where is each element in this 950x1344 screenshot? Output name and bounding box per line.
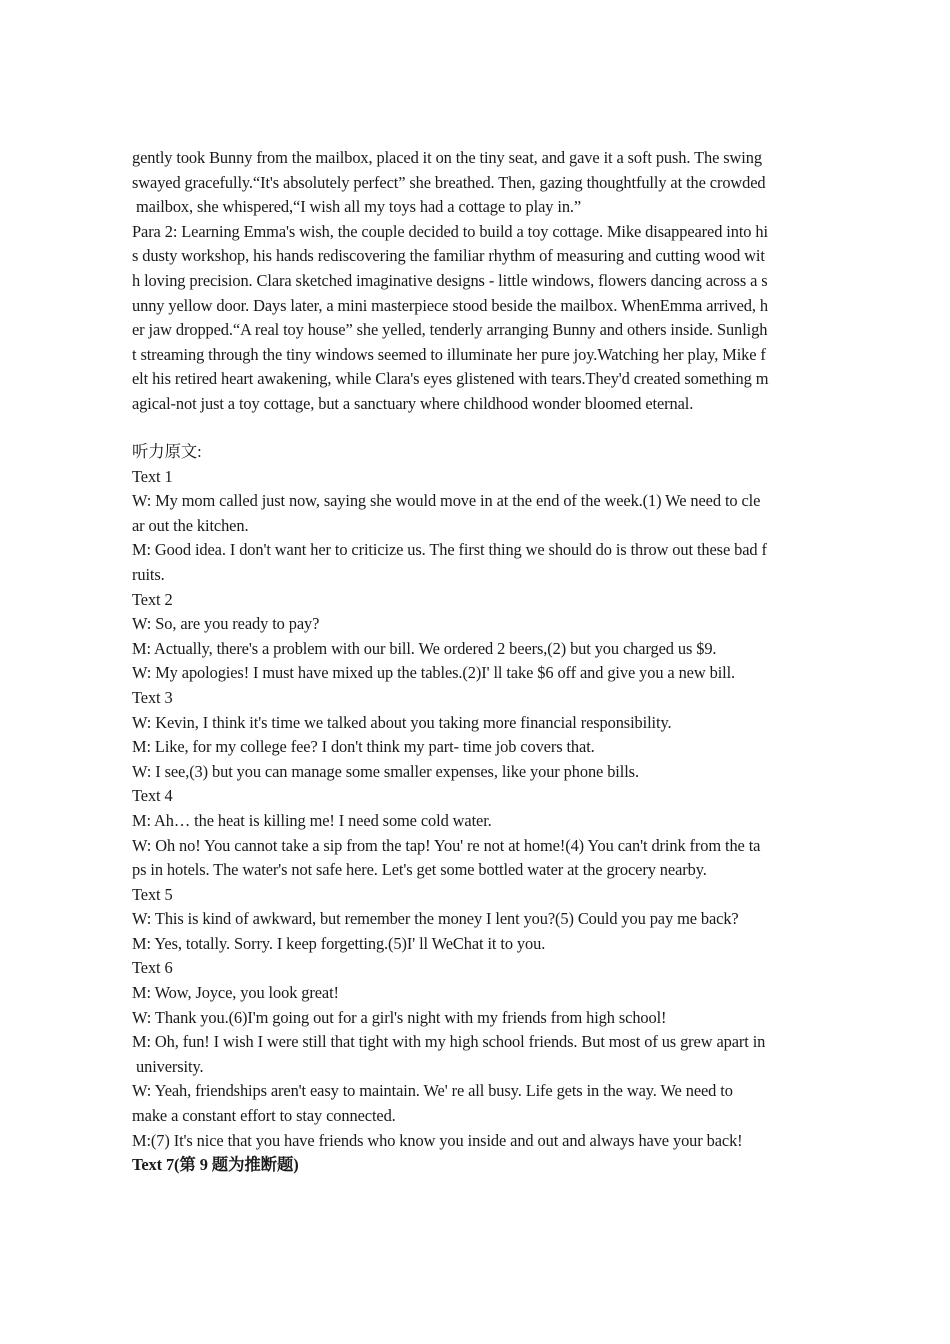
listening-transcript [132, 440, 832, 1178]
dialogue-line: M: Actually, there's a problem with our bill. We ordered 2 beers,(2) but you charged us $9. [132, 638, 717, 658]
story-line: t streaming through the tiny windows seemed to illuminate her pure joy.Watching her play, Mike f [132, 344, 766, 364]
dialogue-line: W: Kevin, I think it's time we talked about you taking more financial responsibility. [132, 712, 672, 732]
text-label: Text 3 [132, 687, 173, 707]
story-line: agical-not just a toy cottage, but a sanctuary where childhood wonder bloomed eternal. [132, 393, 694, 413]
story-passage [132, 146, 832, 417]
dialogue-line: M: Like, for my college fee? I don't think my part- time job covers that. [132, 737, 595, 757]
story-line: elt his retired heart awakening, while Clara's eyes glistened with tears.They'd created something m [132, 369, 769, 389]
dialogue-line: W: So, are you ready to pay? [132, 614, 320, 634]
story-line: gently took Bunny from the mailbox, placed it on the tiny seat, and gave it a soft push. The swing [132, 148, 762, 167]
dialogue-line: make a constant effort to stay connected. [132, 1106, 396, 1126]
dialogue-line: W: My mom called just now, saying she would move in at the end of the week.(1) We need to cle [132, 491, 761, 511]
dialogue-line: M: Ah… the heat is killing me! I need some cold water. [132, 810, 492, 830]
text-label: Text 6 [132, 958, 173, 978]
dialogue-line: W: I see,(3) but you can manage some smaller expenses, like your phone bills. [132, 761, 639, 781]
story-line: unny yellow door. Days later, a mini masterpiece stood beside the mailbox. WhenEmma arrived, h [132, 295, 768, 315]
dialogue-line: W: Oh no! You cannot take a sip from the tap! You' re not at home!(4) You can't drink from the ta [132, 835, 761, 855]
text-label: Text 5 [132, 884, 173, 904]
story-line: Para 2: Learning Emma's wish, the couple decided to build a toy cottage. Mike disappeared into hi [132, 221, 768, 241]
story-line: mailbox, she whispered,“I wish all my toys had a cottage to play in.” [132, 197, 582, 217]
dialogue-line: ar out the kitchen. [132, 515, 249, 535]
dialogue-line: university. [132, 1056, 204, 1076]
story-line: h loving precision. Clara sketched imaginative designs - little windows, flowers dancing across a s [132, 270, 768, 290]
dialogue-line: M: Good idea. I don't want her to criticize us. The first thing we should do is throw out these bad f [132, 540, 767, 560]
text-label: Text 4 [132, 786, 173, 806]
text-label: Text 2 [132, 589, 173, 609]
dialogue-line: M: Wow, Joyce, you look great! [132, 983, 339, 1003]
text-label: Text 1 [132, 466, 173, 486]
text-label-bold: Text 7(第 9 题为推断题) [132, 1155, 299, 1175]
transcript-heading: 听力原文: [132, 442, 202, 461]
story-line: er jaw dropped.“A real toy house” she yelled, tenderly arranging Bunny and others inside. Sunligh [132, 320, 768, 340]
dialogue-line: W: This is kind of awkward, but remember the money I lent you?(5) Could you pay me back? [132, 909, 739, 929]
story-line: s dusty workshop, his hands rediscovering the familiar rhythm of measuring and cutting wood wit [132, 246, 765, 266]
dialogue-line: M: Yes, totally. Sorry. I keep forgetting.(5)I' ll WeChat it to you. [132, 933, 546, 953]
dialogue-line: ps in hotels. The water's not safe here. Let's get some bottled water at the grocery nearby. [132, 860, 707, 880]
story-line: swayed gracefully.“It's absolutely perfect” she breathed. Then, gazing thoughtfully at the crowded [132, 172, 766, 192]
dialogue-line: M:(7) It's nice that you have friends who know you inside and out and always have your back! [132, 1130, 743, 1150]
dialogue-line: W: Yeah, friendships aren't easy to maintain. We' re all busy. Life gets in the way. We need to [132, 1081, 733, 1101]
dialogue-line: ruits. [132, 564, 165, 584]
dialogue-line: W: Thank you.(6)I'm going out for a girl's night with my friends from high school! [132, 1007, 667, 1027]
dialogue-line: W: My apologies! I must have mixed up the tables.(2)I' ll take $6 off and give you a new bill. [132, 663, 736, 683]
dialogue-line: M: Oh, fun! I wish I were still that tight with my high school friends. But most of us grew apart in [132, 1032, 766, 1052]
